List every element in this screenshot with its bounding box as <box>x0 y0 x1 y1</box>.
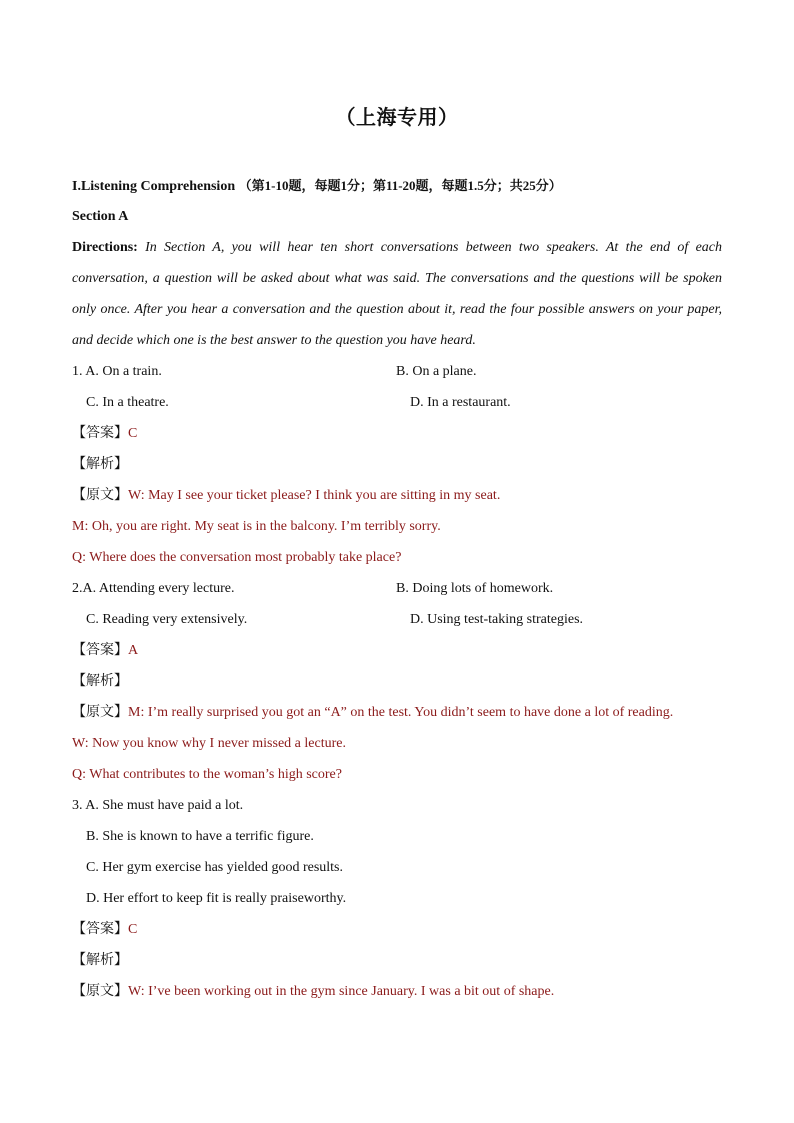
document-body <box>72 170 722 1007</box>
question-1-options-ab <box>72 356 722 387</box>
transcript-label: 【原文】 <box>72 984 128 999</box>
section-scoring: （第1-10题，每题1分；第11-20题，每题1.5分；共25分） <box>238 178 562 193</box>
answer-value: C <box>128 426 138 441</box>
question-2-options-ab <box>72 573 722 604</box>
question-2-transcript-line-3: Q: What contributes to the woman’s high score? <box>72 767 342 782</box>
question-2-analysis: 【解析】 <box>72 674 128 689</box>
question-1-options-cd <box>72 387 722 418</box>
question-1-analysis: 【解析】 <box>72 457 128 472</box>
transcript-label: 【原文】 <box>72 705 128 720</box>
question-2-options-cd <box>72 604 722 635</box>
directions-text: In Section A, you will hear ten short conversations between two speakers. At the end of each conversation, a question will be asked about what was said. The conversations and the questions will be spoken only once. After you hear a conversation and the question about it, read the four possible answers on your paper, and decide which one is the best answer to the question you have heard. <box>72 240 723 348</box>
question-2-option-b: B. Doing lots of homework. <box>396 581 554 596</box>
question-2-option-a: A. Attending every lecture. <box>82 581 235 596</box>
question-2-option-c: C. Reading very extensively. <box>86 612 248 627</box>
transcript-text: M: I’m really surprised you got an “A” on the test. You didn’t seem to have done a lot of reading. <box>128 705 674 720</box>
question-3-transcript-line-1 <box>72 976 722 1007</box>
question-1-transcript-line-1 <box>72 480 722 511</box>
question-3-analysis: 【解析】 <box>72 953 128 968</box>
question-2-option-d: D. Using test-taking strategies. <box>410 612 584 627</box>
page-title: （上海专用） <box>335 107 459 129</box>
transcript-label: 【原文】 <box>72 488 128 503</box>
section-part-title: I.Listening Comprehension <box>72 179 236 194</box>
answer-value: C <box>128 922 138 937</box>
question-1-transcript-line-2: M: Oh, you are right. My seat is in the balcony. I’m terribly sorry. <box>72 519 441 534</box>
question-1-answer <box>72 418 722 449</box>
answer-label: 【答案】 <box>72 426 128 441</box>
question-1-transcript-line-3: Q: Where does the conversation most probably take place? <box>72 550 402 565</box>
question-3-answer <box>72 914 722 945</box>
answer-value: A <box>128 643 139 658</box>
question-2-number: 2. <box>72 581 83 596</box>
question-2-answer <box>72 635 722 666</box>
question-3-option-c: C. Her gym exercise has yielded good results. <box>86 860 343 875</box>
answer-label: 【答案】 <box>72 643 128 658</box>
section-a-heading: Section A <box>72 209 129 224</box>
question-1-option-b: B. On a plane. <box>396 364 477 379</box>
question-3-option-a: A. She must have paid a lot. <box>85 798 244 813</box>
transcript-text: W: May I see your ticket please? I think you are sitting in my seat. <box>128 488 501 503</box>
question-3-number: 3. <box>72 798 83 813</box>
answer-label: 【答案】 <box>72 922 128 937</box>
question-3-option-a-row <box>72 790 722 821</box>
transcript-text: W: I’ve been working out in the gym since January. I was a bit out of shape. <box>128 984 555 999</box>
question-1-number: 1. <box>72 364 83 379</box>
question-3-option-d: D. Her effort to keep fit is really praiseworthy. <box>86 891 347 906</box>
question-2-transcript-line-2: W: Now you know why I never missed a lecture. <box>72 736 346 751</box>
question-1-option-c: C. In a theatre. <box>86 395 169 410</box>
section-heading <box>72 170 722 201</box>
question-3-option-b: B. She is known to have a terrific figure. <box>86 829 314 844</box>
directions-label: Directions: <box>72 240 138 255</box>
directions-paragraph <box>72 232 722 356</box>
question-1-option-a: A. On a train. <box>85 364 162 379</box>
question-1-option-d: D. In a restaurant. <box>410 395 511 410</box>
question-2-transcript-line-1 <box>72 697 722 728</box>
